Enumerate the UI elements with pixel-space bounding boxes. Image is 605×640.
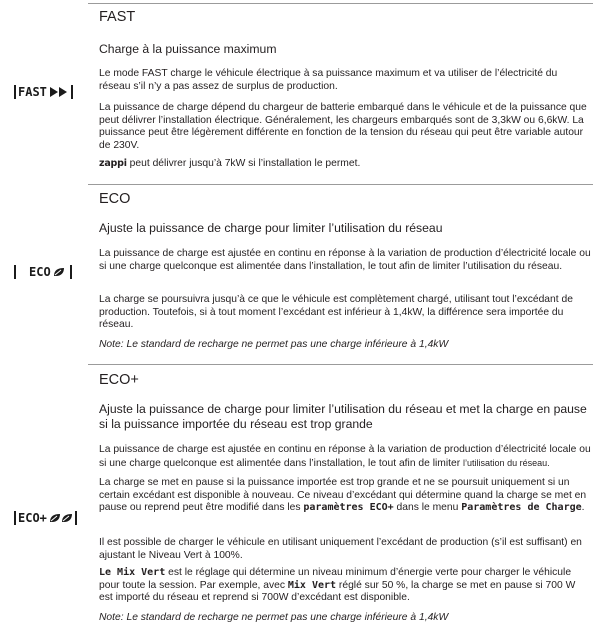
eco-note: Note: Le standard de recharge ne permet pas une charge inférieure à 1,4kW [99,339,449,350]
fast-paragraph-1: Le mode FAST charge le véhicule électrique à sa puissance maximum et va utiliser de l’électricité du réseau s’il n’y a pas assez de surplus de production. [99,68,558,92]
section-divider [88,364,593,365]
ecoplus-note: Note: Le standard de recharge ne permet pas une charge inférieure à 1,4kW [99,612,449,623]
fast-subtitle: Charge à la puissance maximum [99,42,277,56]
fast-mode-display [14,85,73,99]
fast-paragraph-2: La puissance de charge dépend du chargeur de batterie embarqué dans le véhicule et de la puissance que peut délivrer l’installation électrique. Généralement, les chargeurs embarqués sont de 3,3kW ou 6,6kW. La puissance peut être légèrement différente en fonction de la tension du réseau qui peut être variable autour de 230V. [99,102,587,151]
leaf-icon [53,267,65,277]
charge-settings-menu-ref: Paramètres de Charge [461,502,582,514]
ecoplus-paragraph-1: La puissance de charge est ajustée en continu en réponse à la variation de production d’électricité locale ou si une charge quelconque est alimentée dans l’installation, le tout afin de limiter l’utilisation du réseau. [99,444,591,469]
fast-title: FAST [99,9,136,25]
ecoplus-title: ECO+ [99,372,139,388]
ecoplus-paragraph-3: Il est possible de charger le véhicule en utilisant uniquement l’excédant de production (s’il est suffisant) en ajustant le Niveau Vert à 100%. [99,537,582,561]
ecoplus-paragraph-4: Le Mix Vert est le réglage qui détermine un niveau minimum d’énergie verte pour charger le véhicule pour toute la session. Par exemple, avec Mix Vert réglé sur 50 %, la charge se met en pause si 700 W est importé du réseau et reprend si 700W d’excédant est disponible. [99,567,576,604]
eco-mode-display [14,265,72,279]
ecoplus-paragraph-2: La charge se met en pause si la puissance importée est trop grande et ne se poursuit uniquement si un certain excédant est disponible à nouveau. Ce niveau d’excédant qui détermine quand la charge se met en pause ou reprend peut être modifié dans les paramètres ECO+ dans le menu Paramètres de Charge. [99,477,587,514]
ecoplus-display-label: ECO+ [18,511,47,525]
eco-paragraph-1: La puissance de charge est ajustée en continu en réponse à la variation de production d’électricité locale ou si une charge quelconque est alimentée dans l’installation, le tout afin de limiter l’utilisation du réseau. [99,248,591,272]
section-divider [88,3,593,4]
ecoplus-subtitle: Ajuste la puissance de charge pour limiter l’utilisation du réseau et met la charge en pause si la puissance importée du réseau est trop grande [99,402,587,431]
eco-subtitle: Ajuste la puissance de charge pour limiter l’utilisation du réseau [99,221,443,235]
eco-display-label: ECO [29,265,51,279]
eco-title: ECO [99,191,131,207]
eco-plus-settings-ref: paramètres ECO+ [303,502,394,514]
eco-paragraph-2: La charge se poursuivra jusqu’à ce que le véhicule est complètement chargé, utilisant tout l’excédant de production. Toutefois, si à tout moment l’excédant est inférieur à 1,4kW, la différence sera importée du réseau. [99,294,573,331]
zappi-logo: zappi [99,158,127,169]
double-leaf-icon [49,513,73,523]
green-mix-ref-2: Mix Vert [287,579,337,591]
fast-paragraph-3: zappi peut délivrer jusqu’à 7kW si l’installation le permet. [99,158,361,169]
fast-display-label: FAST [18,85,47,99]
green-mix-ref: Le Mix Vert [99,567,166,578]
section-divider [88,184,593,185]
ecoplus-mode-display [14,511,77,525]
fast-forward-icon [49,87,69,97]
